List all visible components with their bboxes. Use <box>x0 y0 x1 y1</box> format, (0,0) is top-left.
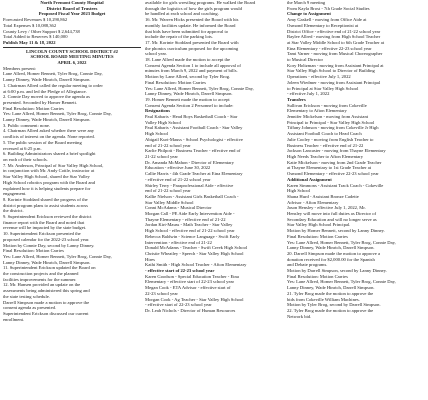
text-line: the district. <box>3 208 24 214</box>
text-line: Advisor - Afton Elementary <box>287 199 339 205</box>
text-line: Hensley will move into full duties as Director of <box>287 211 377 217</box>
text-line: 4. Chairman Allred asked whether there were any <box>3 128 95 134</box>
text-line: Kallie Nielson - Assistant Girls Basketball Coach - <box>145 193 239 199</box>
text-line: on each of their schools. <box>3 156 48 162</box>
text-line: Final Resolution: Motion Carries <box>287 273 348 279</box>
text-line: the phonics curriculum proposed for the upcoming <box>145 45 239 51</box>
text-line: 5. The public session of the Board meeting <box>3 139 82 145</box>
text-line: High Needs Teacher to Afton Elementary <box>287 153 364 159</box>
text-line: Megan Cook - ETA Advisor - effective start of <box>145 285 231 291</box>
column-rule <box>3 47 141 48</box>
text-line: Motion by Homer Bennett, second by Lanny Dinney. <box>287 228 385 234</box>
text-line: facilities improvements for the summer. <box>3 276 77 282</box>
text-line: Tiffany Johnson - moving from Cokeville Jr High <box>287 125 379 131</box>
text-line: 16. Mr. Warren Hicks presented the Board with his <box>145 17 239 23</box>
text-line: proposed calendar for the 2022-23 school year. <box>3 236 90 242</box>
text-line: High School <box>287 188 311 194</box>
text-line: - effective end of 21-22 school year <box>145 176 211 182</box>
text-line: 2. Connie Day moved to approve the agenda as <box>3 94 90 100</box>
text-line: the March 9 meeting <box>287 0 326 5</box>
text-line: Consent Agenda Section 2 Personnel to include: <box>145 102 234 108</box>
text-line: 21-22 school year <box>145 153 178 159</box>
text-line: finance report with the Board and noted that <box>3 219 85 225</box>
text-line: 22-23 school year <box>145 290 178 296</box>
text-line: assessments being administered this spring and <box>3 288 90 294</box>
text-line: Jordan Kirt-Mauss - Math Teacher - Star Valley <box>145 222 233 228</box>
text-line: Transfers <box>287 96 306 102</box>
text-line: Lane Allred, Homer Bennett, Tyler Brog, Connie Day, <box>3 71 103 77</box>
text-line: Callie Harris - 4th Grade Teacher at Etna Elementary <box>145 171 243 177</box>
text-line: school year. <box>145 51 167 57</box>
text-line: Lanny Dinney, Wade Hinrich, Darrell Simpson. <box>3 259 91 265</box>
text-line: Star Valley High School to Director of Building <box>287 68 375 74</box>
text-line: High School <box>145 131 169 137</box>
text-line: Total Expenses $ 10,088,362 <box>3 22 57 28</box>
text-line: 20. Darrell Simpson made the motion to approve a <box>287 250 381 256</box>
text-line: Kathi Smith - High School Teacher - Afton Elementary <box>145 262 247 268</box>
text-line: donation received for $2,000.00 for the Spanish <box>287 256 375 262</box>
text-line: 10. Superintendent Erickson presented the <box>3 231 81 237</box>
text-line: Lanny Dinney, Wade Hinrich, Darrell Simpson. <box>3 117 91 123</box>
text-line: include the repair of the parking lots. <box>145 34 213 40</box>
text-line: - effective July 1, 2022 <box>287 91 330 97</box>
text-line: - effective start of 22-23 school year <box>145 302 212 308</box>
text-line: Publish May 11 & 18, 2022 <box>3 39 56 45</box>
text-line: revenue will be impacted by the state budget. <box>3 225 87 231</box>
text-line: Members present: <box>3 65 37 71</box>
text-line: Morgan Cook - Ag Teacher - Star Valley High School <box>145 296 244 302</box>
text-line: Jason Hensley - effective July 1, 2022, Mr. <box>287 205 366 211</box>
text-line: Yes: Lane Allred, Homer Bennett, Tyler Brog, Connie Day, <box>3 111 112 117</box>
text-line: Julie Cooley - moving from English Teacher to <box>287 136 374 142</box>
text-line: Yes: Lane Allred, Homer Bennett, Tyler Brog, Connie Day, <box>287 279 396 285</box>
text-line: Final Resolution: Motion Carries <box>145 79 206 85</box>
text-line: County Levy / Other Support $ 2,644,738 <box>3 28 80 34</box>
text-line: Kory Holtzman - moving from Assistant Principal at <box>287 62 384 68</box>
text-line: available for girls wrestling programs. He walked the Board <box>145 0 256 5</box>
text-line: Katie Mickelson - moving from 2nd Grade Teacher <box>287 159 382 165</box>
text-line: Secondary Education and will no longer serve as <box>287 216 377 222</box>
text-line: 22. Tyler Brog made the motion to approve the <box>287 307 374 313</box>
text-line: minutes from March 9, 2022 and payment of bills. <box>145 68 238 74</box>
text-line: presented. Seconded by Homer Bennett. <box>3 99 77 105</box>
text-line: 9. Superintendent Erickson reviewed the district <box>3 214 92 220</box>
text-line: Conni McAdams - Musical Director <box>145 205 212 211</box>
text-line: Final Resolution: Motion Carries <box>3 105 64 111</box>
text-line: District Board of Trustees <box>46 5 98 11</box>
text-line: High School robotics program with the Board and <box>3 179 95 185</box>
text-line: at Thayne Elementary to 1st Grade Teacher at <box>287 165 372 171</box>
text-line: Motion by Darrell Simpson, second by Lanny Dinney. <box>287 268 387 274</box>
text-line: Karen Goodson - Special Education Teacher - Etna <box>145 273 239 279</box>
text-line: Yes: Lane Allred, Homer Bennett, Tyler Brog, Connie Day, <box>287 239 396 245</box>
text-line: Principal to Principal - Star Valley High School <box>287 119 375 125</box>
text-line: 11. Superintendent Erickson updated the Board on <box>3 265 96 271</box>
text-line: Additional Assignment <box>287 176 332 182</box>
text-line: Donald McAdams - Teacher - Swift Creek High School <box>145 245 248 251</box>
text-line: 6. Building Administrators shared a brief spotlight <box>3 151 96 157</box>
text-line: Valley High School <box>145 119 181 125</box>
text-line: Darrell Simpson made a motion to approve the <box>3 299 90 305</box>
text-line: Proposed Fiscal Year 2023 Budget <box>38 11 106 17</box>
text-line: Star Valley High School, shared the Star Valley <box>3 174 90 180</box>
text-line: Forecasted Revenues $ 10,290,862 <box>3 17 68 23</box>
text-line: Star Valley Middle School <box>145 199 194 205</box>
text-line: Consent Agenda Section 1 to include all approval of <box>145 62 241 68</box>
text-line: be handled at each school and coaching. <box>145 11 219 17</box>
text-line: at 6:00 p.m. and led the Pledge of Allegiance. <box>3 88 87 94</box>
text-line: Elementary - effective start of 22-23 school year <box>145 279 235 285</box>
text-line: Karlie Philpott - Business Teacher - effective end of <box>145 148 241 154</box>
text-line: Yes: Lane Allred, Homer Bennett, Tyler Brog, Connie Day, <box>145 85 254 91</box>
text-line: the state testing schedule. <box>3 293 50 299</box>
text-line: Christie Wheatley - Speech - Star Valley High School <box>145 250 244 256</box>
text-line: 1. Chairman Allred called the regular meeting to order <box>3 82 103 88</box>
text-line: Lanny Dinney, Wade Hinrich, Darrell Simpson. <box>287 245 375 251</box>
text-line: Morgan Call - PE Aide Early Intervention Aide - <box>145 211 235 217</box>
column-3 <box>287 0 425 400</box>
text-line: High School - effective end of 21-22 school year <box>145 228 235 234</box>
text-line: Final Resolution: Motion Carries <box>3 248 64 254</box>
text-line: through the logistics of how the girls program would <box>145 5 242 11</box>
text-line: Paul Kabaris - Head Boys Basketball Coach - Star <box>145 114 238 120</box>
text-line: Shirley Terry - Paraprofessional Aide - effective <box>145 182 234 188</box>
text-line: LINCOLN COUNTY SCHOOL DISTRICT #2 <box>26 48 118 54</box>
text-line: Shana Hurd - Assistant Bronze Cadette <box>287 193 359 199</box>
text-line: Joleen Wiedmer - moving from Assistant Principal <box>287 79 381 85</box>
text-line: end of 21-22 school year <box>145 188 191 194</box>
text-line: Tami Varner - moving from Musical Choreographer <box>287 51 383 57</box>
text-line: Star Valley High School Principal. <box>287 222 351 228</box>
text-line: at Star Valley Middle School to 6th Grade Teacher at <box>287 39 385 45</box>
text-line: Sullivan Erickson - moving from Cokeville <box>287 102 367 108</box>
text-line: Thayne Elementary - effective end of 21-22 <box>145 216 226 222</box>
text-line: 17. Mr. Kortnie Stoddard presented the Board with <box>145 39 239 45</box>
text-line: to Principal at Star Valley High School <box>287 85 359 91</box>
text-line: Jackson Lancaster - moving from Thayne Elementary <box>287 148 386 154</box>
text-line: Paul Kabaris - Assistant Football Coach - Star Valley <box>145 125 243 131</box>
text-line: Yes: Lane Allred, Homer Bennett, Tyler Brog, Connie Day, <box>3 253 112 259</box>
text-line: Amy Gaskell - moving from Office Aide at <box>287 17 367 23</box>
text-line: Elementary to Afton Elementary <box>287 108 347 114</box>
text-line: Lanny Dinney, Wade Hinrich, Darrell Simpson. <box>145 91 233 97</box>
text-line: Intervention - effective end of 21-22 <box>145 239 212 245</box>
text-line: Operations - effective July 1, 2022 <box>287 74 351 80</box>
text-line: 19. Homer Bennett made the motion to accept <box>145 96 230 102</box>
text-line: enrollment. <box>3 316 25 322</box>
text-line: Resignations <box>145 108 171 114</box>
text-line: and Debate programs. <box>287 262 328 268</box>
text-line: 21. Tyler Brog made the motion to approve the <box>287 290 374 296</box>
text-line: 12. Mr. Hansen provided an update on the <box>3 282 81 288</box>
text-line: Etna Elementary - effective 22-23 school year <box>287 45 372 51</box>
text-line: 8. Kortnie Stoddard shared the progress of the <box>3 196 88 202</box>
text-line: explained how it is helping students prepare for <box>3 185 91 191</box>
text-line: Abigail Kurt-Mauss - School Psychologist - effective <box>145 136 243 142</box>
text-line: - effective start of 22-23 school year <box>145 268 215 274</box>
text-line: consent agenda as presented. <box>3 305 57 311</box>
text-line: Total Added to Reserves $ 140,000 <box>3 34 68 40</box>
text-line: 7. Mr. Anderson, Principal of Star Valley High School, <box>3 162 104 168</box>
text-line: that bids have been submitted for approval to <box>145 28 229 34</box>
text-line: Osmond Elementary - effective 22-23 school year <box>287 171 379 177</box>
text-line: engagement. <box>3 191 27 197</box>
text-line: From Kayla Brost - 7th Grade Social Studies <box>287 5 370 11</box>
text-line: Lanny Dinney, Wade Hinrich, Darrell Simpson. <box>287 285 375 291</box>
text-line: recessed at 6:25 p.m. <box>3 145 42 151</box>
column-2 <box>145 0 282 400</box>
text-line: North Fremont County Hospital <box>40 0 104 5</box>
text-line: Baylee Allred - moving from High School Teacher <box>287 34 381 40</box>
text-line: bids from Cokeville William Machines. <box>287 296 360 302</box>
text-line: Motion by Lane Allred, second by Tyler Brog. <box>145 74 231 80</box>
text-line: Assistant Football Coach to Head Coach <box>287 131 362 137</box>
text-line: Change to Assignment <box>287 11 331 17</box>
text-line: Motion by Connie Day, second by Lanny Dinney. <box>3 242 95 248</box>
text-line: 18. Lane Allred made the motion to accept the <box>145 57 231 63</box>
column-1 <box>3 0 141 400</box>
text-line: Motion by Tyler Brog, second by Darrell Simpson. <box>287 302 381 308</box>
text-line: Final Resolution: Motion Carries <box>287 233 348 239</box>
text-line: in conjunction with Mr. Andy Cottle, instructor at <box>3 168 95 174</box>
text-line: Business Teacher - effective end of 21-22 <box>287 142 364 148</box>
text-line: Osmond Elementary to Receptionist at <box>287 22 359 28</box>
text-line: district program plans to assist students across <box>3 202 88 208</box>
text-line: 3. Public comment: none. <box>3 122 51 128</box>
text-line: Network bid. <box>287 313 312 319</box>
text-line: to Musical Director <box>287 57 323 63</box>
text-line: Karen Simmons - Assistant Track Coach - Cokeville <box>287 182 384 188</box>
text-line: SCHOOL BOARD MEETING MINUTES <box>30 54 114 60</box>
text-line: Jennifer Mickelson - moving from Assistant <box>287 114 369 120</box>
text-line: Education - effective June 30, 2022 <box>145 165 211 171</box>
text-line: Rebecca Baldwin - Science Language - Swift Early <box>145 233 240 239</box>
text-line: Superintendent Erickson discussed our current <box>3 310 89 316</box>
text-line: monthly facilities update. He informed the Board <box>145 22 236 28</box>
text-line: Dr. Amanda McMahon - Director of Elementary <box>145 159 234 165</box>
text-line: conflicts of interest on the agenda. None reported. <box>3 134 95 140</box>
text-line: Dr. Leah Nichols - Director of Human Resources <box>145 307 236 313</box>
text-line: District Office - effective end of 21-22 school year <box>287 28 381 34</box>
text-line: APRIL 6, 2022 <box>57 60 87 66</box>
text-line: end of 21-22 school year <box>145 142 191 148</box>
text-line: Lanny Dinney, Wade Hinrich, Darrell Simpson. <box>3 77 91 83</box>
text-line: Hires <box>145 256 155 262</box>
text-line: the construction projects and the planned <box>3 271 79 277</box>
